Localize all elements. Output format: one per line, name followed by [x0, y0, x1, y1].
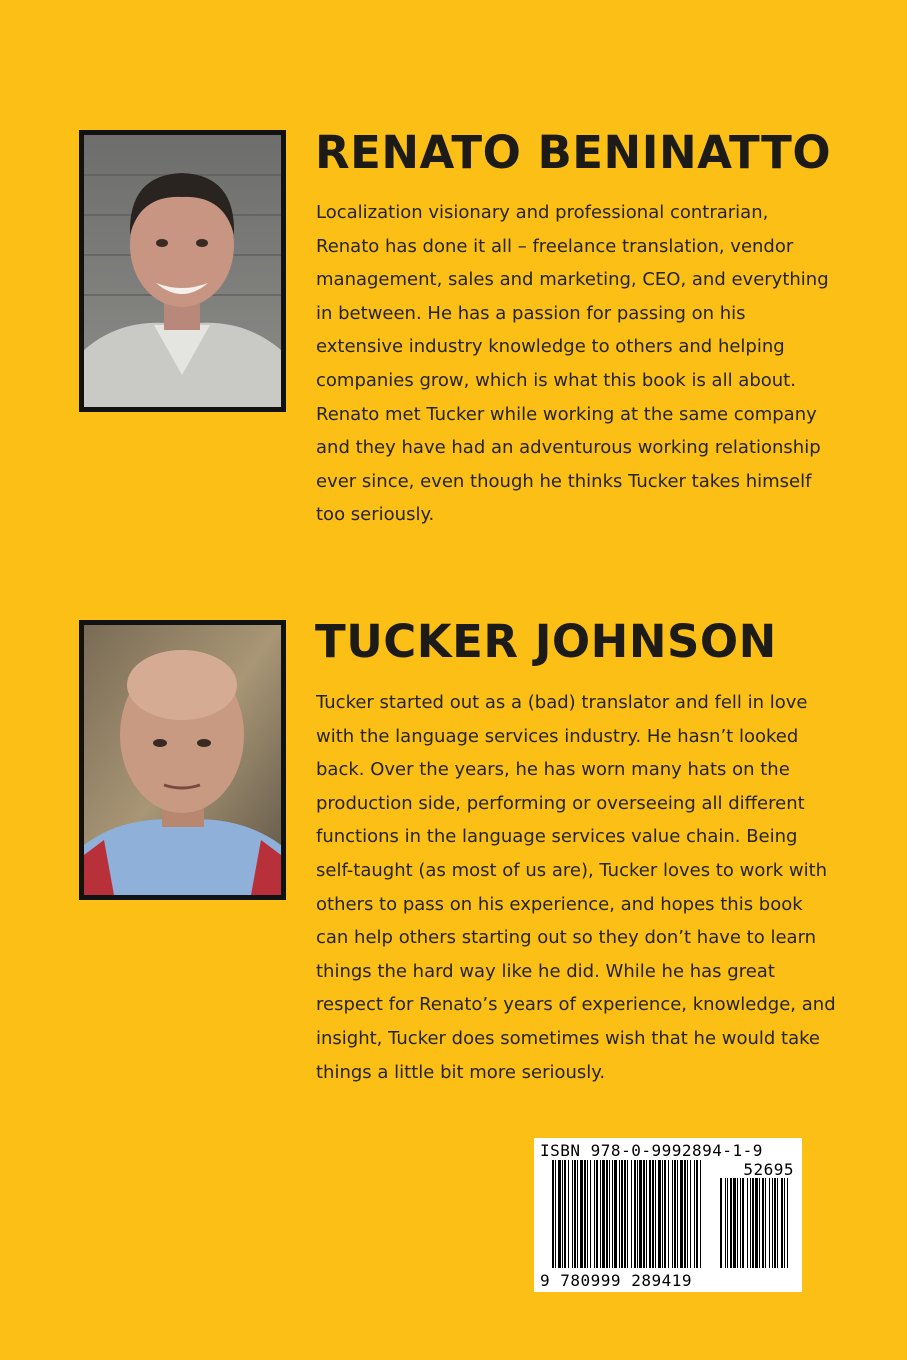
barcode-addon-bar: [727, 1178, 728, 1268]
barcode-bar: [612, 1160, 613, 1268]
barcode-bar: [577, 1160, 578, 1268]
barcode-bar: [658, 1160, 661, 1268]
barcode-addon-bar: [725, 1178, 726, 1268]
barcode-addon-bar: [765, 1178, 766, 1268]
barcode-bar: [572, 1160, 573, 1268]
barcode-bar: [596, 1160, 598, 1268]
barcode-bar: [662, 1160, 663, 1268]
barcode-bar: [646, 1160, 647, 1268]
barcode-bar: [627, 1160, 628, 1268]
barcode-bar: [700, 1160, 701, 1268]
author-bio-tucker: Tucker started out as a (bad) translator and fell in love with the language services industry. He hasn’t looked back. Over the years, he has worn many hats on the production side, performing or overseeing all different functions in the language services value chain. Being self-taught (as most of us are), Tucker loves to work with others to pass on his experience, and hopes this book can help others starting out so they don’t have to learn things the hard way like he did. While he has great respect for Renato’s years of experience, knowledge, and insight, Tucker does sometimes wish that he would take things a little bit more seriously.: [316, 692, 836, 1083]
barcode-addon-bar: [750, 1178, 751, 1268]
barcode-bar: [574, 1160, 576, 1268]
author-name-tucker: TUCKER JOHNSON: [315, 615, 777, 668]
barcode-bar: [584, 1160, 586, 1268]
barcode-bar: [587, 1160, 588, 1268]
barcode-bar: [677, 1160, 678, 1268]
barcode-bar: [672, 1160, 673, 1268]
barcode-bar: [568, 1160, 569, 1268]
barcode-addon-bar: [781, 1178, 783, 1268]
barcode-addon-bar: [774, 1178, 776, 1268]
ean-digits: 9 780999 289419: [540, 1271, 692, 1290]
author-photo-tucker: [79, 620, 286, 900]
barcode-addon-bar: [784, 1178, 785, 1268]
barcode-addon-bar: [747, 1178, 748, 1268]
barcode-bar: [621, 1160, 623, 1268]
barcode-addon-bar: [755, 1178, 758, 1268]
barcode-bar: [674, 1160, 676, 1268]
portrait-renato: [84, 135, 281, 407]
barcode-bar: [664, 1160, 666, 1268]
barcode-bar: [652, 1160, 654, 1268]
price-code: 52695: [743, 1160, 794, 1179]
barcode-addon-bar: [772, 1178, 773, 1268]
portrait-tucker: [84, 625, 281, 895]
barcode-bar: [609, 1160, 610, 1268]
barcode-bar: [590, 1160, 591, 1268]
barcode-addon-bar: [752, 1178, 754, 1268]
barcode-bar: [680, 1160, 683, 1268]
barcode-bar: [594, 1160, 595, 1268]
barcode-bar: [696, 1160, 698, 1268]
barcode-bar: [637, 1160, 638, 1268]
barcode-bar: [639, 1160, 642, 1268]
barcode-bar: [643, 1160, 645, 1268]
barcode-bar: [624, 1160, 626, 1268]
barcode-bar: [562, 1160, 563, 1268]
barcode-bar: [694, 1160, 695, 1268]
barcode-bar: [619, 1160, 620, 1268]
isbn-barcode: [534, 1138, 802, 1292]
barcode-addon-bar: [720, 1178, 722, 1268]
barcode-addon-bar: [769, 1178, 770, 1268]
barcode-addon-bar: [737, 1178, 738, 1268]
barcode-bar: [634, 1160, 636, 1268]
barcode-bar: [552, 1160, 554, 1268]
author-name-renato: RENATO BENINATTO: [315, 126, 832, 179]
barcode-addon-bar: [787, 1178, 788, 1268]
barcode-bar: [602, 1160, 605, 1268]
barcode-addon-bar: [762, 1178, 764, 1268]
barcode-bar: [600, 1160, 601, 1268]
barcode-bar: [655, 1160, 656, 1268]
barcode-addon-bar: [740, 1178, 741, 1268]
barcode-bar: [558, 1160, 561, 1268]
barcode-addon-bar: [777, 1178, 778, 1268]
isbn-text: ISBN 978-0-9992894-1-9: [540, 1141, 763, 1160]
barcode-bar: [649, 1160, 651, 1268]
barcode-bar: [668, 1160, 669, 1268]
barcode-bar: [564, 1160, 566, 1268]
barcode-bar: [580, 1160, 583, 1268]
barcode-bar: [684, 1160, 686, 1268]
barcode-bar: [555, 1160, 556, 1268]
barcode-bar: [687, 1160, 688, 1268]
author-photo-renato: [79, 130, 286, 412]
barcode-bar: [690, 1160, 691, 1268]
barcode-addon-bar: [733, 1178, 736, 1268]
barcode-bar: [614, 1160, 617, 1268]
barcode-bar: [606, 1160, 608, 1268]
author-bio-renato: Localization visionary and professional contrarian, Renato has done it all – freelance translation, vendor management, sales and marketing, CEO, and everything in between. He has a passion for passing on his extensive industry knowledge to others and helping companies grow, which is what this book is all about. Renato met Tucker while working at the same company and they have had an adventurous working relationship ever since, even though he thinks Tucker takes himself too seriously.: [316, 202, 829, 526]
barcode-bar: [631, 1160, 632, 1268]
barcode-addon-bar: [759, 1178, 760, 1268]
barcode-addon-bar: [742, 1178, 744, 1268]
barcode-addon-bar: [730, 1178, 732, 1268]
